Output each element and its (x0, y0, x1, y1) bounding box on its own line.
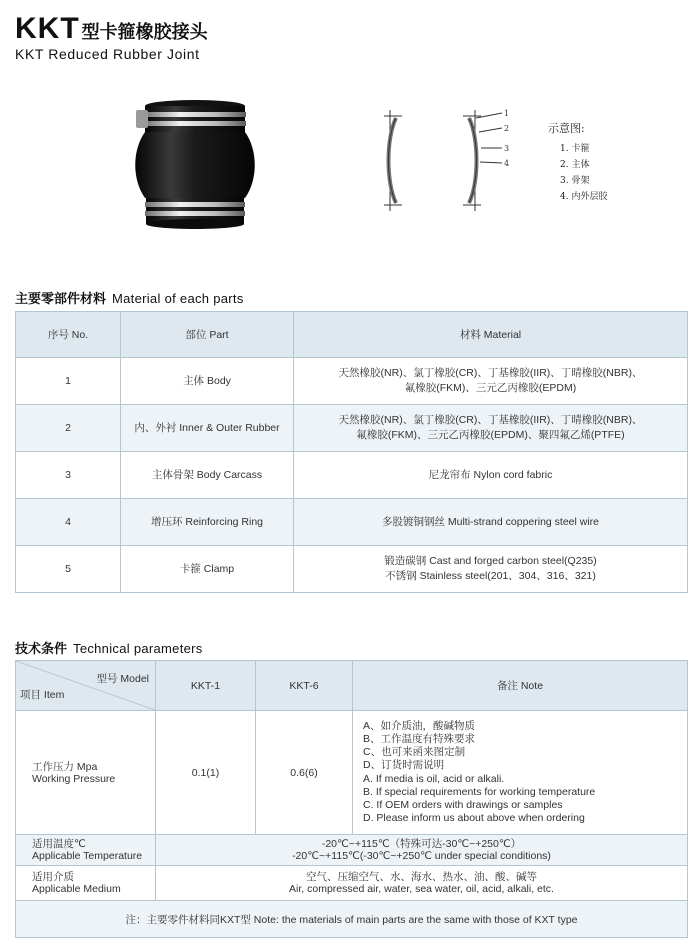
header-item: 项目 Item (20, 689, 65, 701)
table-row (16, 358, 688, 405)
cell-part: 主体 Body (121, 358, 294, 405)
temperature-label (16, 835, 156, 866)
value-line: -20℃~+115℃(-30℃~+250℃ under special conditions) (292, 850, 551, 862)
header-diagonal-cell (16, 661, 156, 711)
legend-title: 示意图: (548, 122, 585, 135)
cross-section-diagram (380, 108, 525, 213)
note-line: D. Please inform us about above when ordering (363, 812, 585, 825)
label-en: Working Pressure (32, 772, 116, 785)
title-cn: 型卡箍橡胶接头 (81, 22, 208, 42)
material-line: 氟橡胶(FKM)、三元乙丙橡胶(EPDM) (404, 382, 577, 394)
table-row (16, 866, 688, 901)
cell-material (294, 546, 688, 593)
note-line: A、如介质油，酸碱物质 (363, 719, 476, 732)
table-row (16, 835, 688, 866)
table-row (16, 405, 688, 452)
technical-table (15, 660, 688, 938)
table-row (16, 901, 688, 938)
header-material: 材料 Material (294, 312, 688, 358)
value-line: Air, compressed air, water, sea water, oil, acid, alkali, etc. (289, 883, 554, 895)
callout-1: 1 (504, 109, 510, 118)
legend-item: 1. 卡箍 (560, 144, 590, 154)
header-kkt6: KKT-6 (256, 661, 353, 711)
material-line: 锻造碳钢 Cast and forged carbon steel(Q235) (384, 555, 597, 567)
callout-2: 2 (504, 124, 510, 133)
value-line: 空气、压缩空气、水、海水、热水、油、酸、碱等 (306, 871, 537, 883)
note-line: D、订货时需说明 (363, 759, 445, 772)
table-row (16, 452, 688, 499)
technical-title-en: Technical parameters (73, 641, 203, 656)
table-row (16, 711, 688, 835)
header-note: 备注 Note (353, 661, 688, 711)
temperature-value (156, 835, 688, 866)
cell-part: 主体骨架 Body Carcass (121, 452, 294, 499)
materials-title-cn: 主要零部件材料 (15, 291, 107, 306)
cell-part: 增压环 Reinforcing Ring (121, 499, 294, 546)
material-line: 不锈钢 Stainless steel(201、304、316、321) (385, 570, 596, 582)
notes-cell (353, 711, 688, 835)
callout-3: 3 (504, 144, 510, 153)
pressure-label (16, 711, 156, 835)
legend-item: 4. 内外层胶 (560, 192, 608, 202)
header-kkt1: KKT-1 (156, 661, 256, 711)
callout-4: 4 (504, 159, 510, 168)
label-cn: 适用温度℃ (32, 838, 86, 850)
medium-label (16, 866, 156, 901)
pressure-kkt6: 0.6(6) (256, 711, 353, 835)
cell-part: 内、外衬 Inner & Outer Rubber (121, 405, 294, 452)
cell-no: 1 (16, 358, 121, 405)
label-en: Applicable Temperature (32, 850, 143, 862)
medium-value (156, 866, 688, 901)
cell-part: 卡箍 Clamp (121, 546, 294, 593)
table-header-row (16, 312, 688, 358)
note-line: B、工作温度有特殊要求 (363, 732, 476, 745)
page-subtitle: KKT Reduced Rubber Joint (15, 46, 200, 62)
table-row (16, 546, 688, 593)
label-cn: 工作压力 Mpa (32, 760, 98, 773)
cell-material (294, 452, 688, 499)
footnote: 注：主要零件材料同KXT型 Note: the materials of main parts are the same with those of KXT type (16, 901, 688, 938)
material-line: 天然橡胶(NR)、氯丁橡胶(CR)、丁基橡胶(IIR)、丁晴橡胶(NBR)、 (338, 414, 643, 426)
legend-item: 3. 骨架 (560, 176, 590, 186)
material-line: 天然橡胶(NR)、氯丁橡胶(CR)、丁基橡胶(IIR)、丁晴橡胶(NBR)、 (338, 367, 643, 379)
header-no: 序号 No. (16, 312, 121, 358)
value-line: -20℃~+115℃（特殊可达-30℃~+250℃） (321, 838, 522, 850)
legend-item: 2. 主体 (560, 160, 590, 170)
materials-section-title (15, 288, 244, 307)
material-line: 尼龙帘布 Nylon cord fabric (428, 468, 553, 481)
cell-no: 2 (16, 405, 121, 452)
cell-material (294, 358, 688, 405)
cell-no: 4 (16, 499, 121, 546)
cell-material (294, 499, 688, 546)
materials-title-en: Material of each parts (112, 291, 244, 306)
page-title (15, 12, 208, 46)
technical-section-title (15, 638, 203, 657)
product-photo (130, 98, 260, 230)
material-line: 氟橡胶(FKM)、三元乙丙橡胶(EPDM)、聚四氟乙烯(PTFE) (356, 429, 625, 441)
note-line: C. If OEM orders with drawings or samples (363, 798, 563, 811)
note-line: A. If media is oil, acid or alkali. (363, 772, 505, 785)
header-model: 型号 Model (96, 673, 149, 685)
note-line: B. If special requirements for working temperature (363, 785, 596, 798)
title-model: KKT (15, 12, 80, 45)
note-line: C、也可来函来图定制 (363, 746, 466, 759)
label-cn: 适用介质 (32, 871, 74, 883)
label-en: Applicable Medium (32, 883, 121, 895)
table-header-row (16, 661, 688, 711)
material-line: 多股镀铜钢丝 Multi-strand coppering steel wire (381, 515, 600, 528)
cell-material (294, 405, 688, 452)
table-row (16, 499, 688, 546)
cell-no: 5 (16, 546, 121, 593)
diagram-legend (548, 120, 607, 205)
cell-no: 3 (16, 452, 121, 499)
header-part: 部位 Part (121, 312, 294, 358)
pressure-kkt1: 0.1(1) (156, 711, 256, 835)
materials-table (15, 311, 688, 593)
technical-title-cn: 技术条件 (15, 641, 68, 656)
